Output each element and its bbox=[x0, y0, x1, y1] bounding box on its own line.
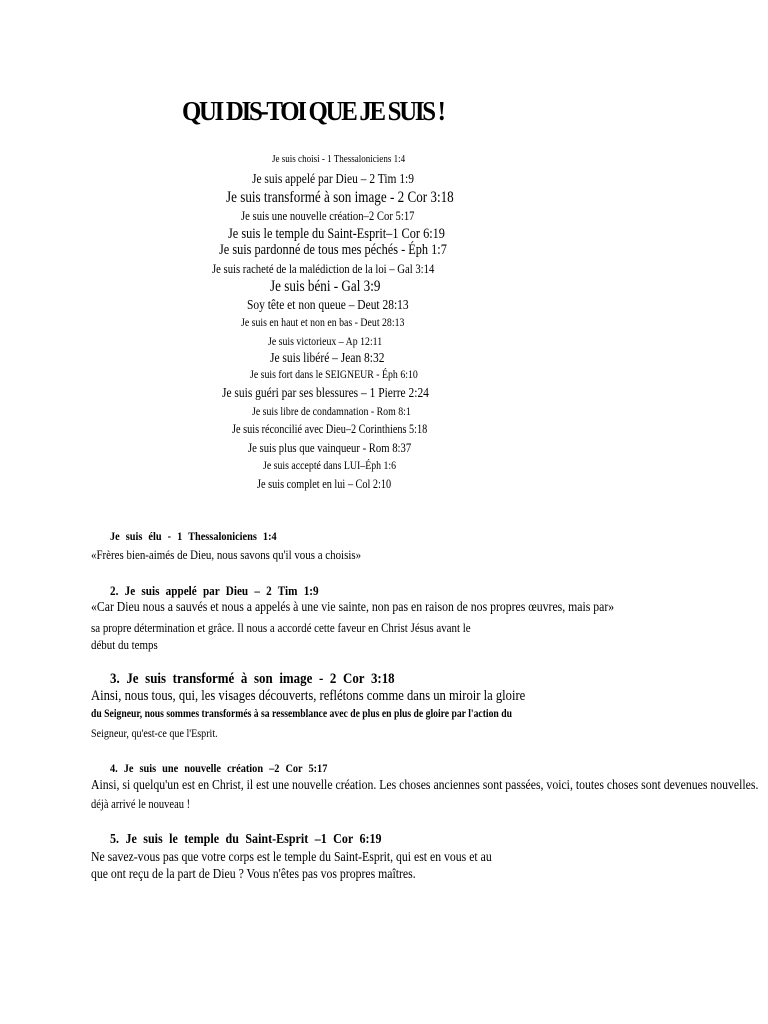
section-heading: 3. Je suis transformé à son image - 2 Cor 3:18 bbox=[110, 671, 395, 687]
section-heading: Je suis élu - 1 Thessaloniciens 1:4 bbox=[110, 529, 277, 543]
list-item: Je suis complet en lui – Col 2:10 bbox=[257, 477, 392, 491]
page-title: QUI DIS-TOI QUE JE SUIS ! bbox=[182, 96, 444, 126]
list-item: Je suis victorieux – Ap 12:11 bbox=[268, 334, 383, 348]
section-text: «Frères bien-aimés de Dieu, nous savons qu'il vous a choisis» bbox=[91, 547, 362, 562]
list-item: Je suis guéri par ses blessures – 1 Pierre 2:24 bbox=[222, 386, 429, 401]
list-item: Je suis béni - Gal 3:9 bbox=[270, 278, 381, 295]
list-item: Je suis fort dans le SEIGNEUR - Éph 6:10 bbox=[250, 367, 418, 381]
section-text: que ont reçu de la part de Dieu ? Vous n'êtes pas vos propres maîtres. bbox=[91, 867, 416, 882]
list-item: Je suis pardonné de tous mes péchés - Éph 1:7 bbox=[219, 242, 447, 258]
section-text: Seigneur, qu'est-ce que l'Esprit. bbox=[91, 726, 218, 740]
section-text: début du temps bbox=[91, 637, 158, 652]
section-heading: 5. Je suis le temple du Saint-Esprit –1 Cor 6:19 bbox=[110, 832, 382, 847]
list-item: Je suis réconcilié avec Dieu–2 Corinthiens 5:18 bbox=[232, 422, 428, 436]
list-item: Je suis libre de condamnation - Rom 8:1 bbox=[252, 404, 411, 418]
list-item: Je suis appelé par Dieu – 2 Tim 1:9 bbox=[252, 172, 414, 187]
section-text: déjà arrivé le nouveau ! bbox=[91, 797, 191, 811]
list-item: Soy tête et non queue – Deut 28:13 bbox=[247, 298, 409, 313]
section-heading: 4. Je suis une nouvelle création –2 Cor 5:17 bbox=[110, 761, 328, 775]
section-text: Ainsi, nous tous, qui, les visages découverts, reflétons comme dans un miroir la gloire bbox=[91, 688, 526, 704]
list-item: Je suis choisi - 1 Thessaloniciens 1:4 bbox=[272, 153, 406, 165]
list-item: Je suis libéré – Jean 8:32 bbox=[270, 351, 385, 366]
section-text: Ne savez-vous pas que votre corps est le temple du Saint-Esprit, qui est en vous et au bbox=[91, 850, 492, 865]
list-item: Je suis plus que vainqueur - Rom 8:37 bbox=[248, 440, 412, 455]
section-text: «Car Dieu nous a sauvés et nous a appelés à une vie sainte, non pas en raison de nos propres œuvres, mais par» bbox=[91, 600, 615, 615]
section-text: du Seigneur, nous sommes transformés à sa ressemblance avec de plus en plus de gloire par l'action du bbox=[91, 708, 512, 720]
list-item: Je suis une nouvelle création–2 Cor 5:17 bbox=[241, 208, 415, 223]
list-item: Je suis le temple du Saint-Esprit–1 Cor 6:19 bbox=[228, 226, 445, 242]
section-text: Ainsi, si quelqu'un est en Christ, il est une nouvelle création. Les choses anciennes sont passées, voici, toutes choses sont devenues nouvelles. bbox=[91, 778, 759, 793]
list-item: Je suis racheté de la malédiction de la loi – Gal 3:14 bbox=[212, 261, 435, 276]
section-text: sa propre détermination et grâce. Il nous a accordé cette faveur en Christ Jésus avant le bbox=[91, 620, 471, 635]
section-heading: 2. Je suis appelé par Dieu – 2 Tim 1:9 bbox=[110, 583, 319, 598]
list-item: Je suis en haut et non en bas - Deut 28:13 bbox=[241, 315, 405, 329]
list-item: Je suis transformé à son image - 2 Cor 3:18 bbox=[226, 189, 454, 206]
list-item: Je suis accepté dans LUI–Éph 1:6 bbox=[263, 458, 397, 472]
